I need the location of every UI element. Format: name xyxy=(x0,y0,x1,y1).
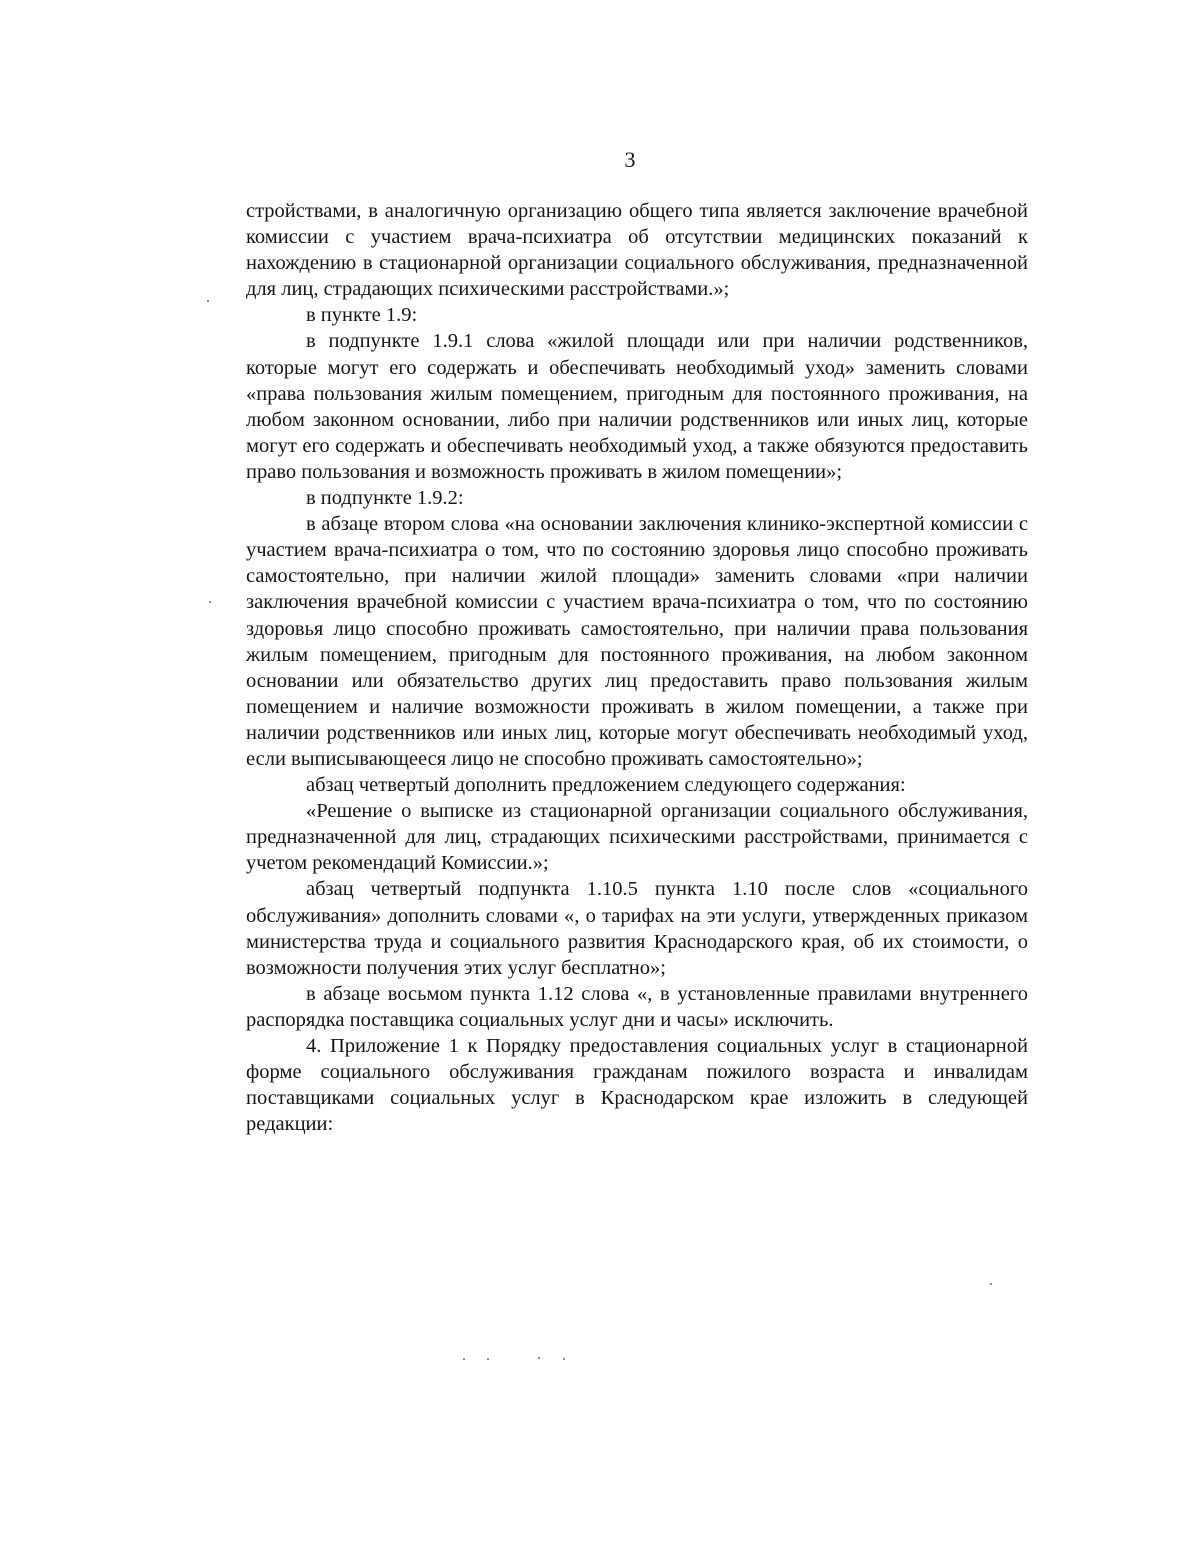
scan-speck xyxy=(990,1283,992,1285)
scan-speck xyxy=(487,1358,489,1360)
document-body xyxy=(246,198,1028,1137)
paragraph-quote-decision: «Решение о выписке из стационарной организации социального обслуживания, предназначенной для лиц, страдающих психическими расстройствами, принимается с учетом рекомендаций Комиссии.»; xyxy=(246,800,1028,875)
scan-speck xyxy=(209,601,211,603)
scan-speck xyxy=(463,1358,465,1360)
page-number: 3 xyxy=(624,147,636,172)
scan-speck xyxy=(538,1357,540,1359)
paragraph-item-1-9: в пункте 1.9: xyxy=(306,304,418,327)
scan-speck xyxy=(563,1358,565,1360)
paragraph-second-abzac: в абзаце втором слова «на основании заключения клинико-экспертной комиссии с участием врача-психиатра о том, что по состоянию здоровья лицо способно проживать самостоятельно, при наличии жилой площади» заменить словами «при наличии заключения врачебной комиссии с участием врача-психиатра о том, что по состоянию здоровья лицо способно проживать самостоятельно, при наличии права пользования жилым помещением, пригодным для постоянного проживания, на любом законном основании или обязательство других лиц предоставить право пользования жилым помещением и наличие возможности проживать в жилом помещении, а также при наличии родственников или иных лиц, которые могут обеспечивать необходимый уход, если выписывающееся лицо не способно проживать самостоятельно»; xyxy=(246,513,1028,770)
paragraph-subitem-1-9-2: в подпункте 1.9.2: xyxy=(306,487,464,510)
paragraph-subitem-1-9-1: в подпункте 1.9.1 слова «жилой площади или при наличии родственников, которые могут его содержать и обеспечивать необходимый уход» заменить словами «права пользования жилым помещением, пригодным для постоянного проживания, на любом законном основании, либо при наличии родственников или иных лиц, которые могут его содержать и обеспечивать необходимый уход, а также обязуются предоставить право пользования и возможность проживать в жилом помещении»; xyxy=(246,330,1028,483)
paragraph-subitem-1-10-5: абзац четвертый подпункта 1.10.5 пункта 1.10 после слов «социального обслуживания» дополнить словами «, о тарифах на эти услуги, утвержденных приказом министерства труда и социального развития Краснодарского края, об их стоимости, о возможности получения этих услуг бесплатно»; xyxy=(246,878,1028,979)
scan-speck xyxy=(207,300,209,302)
paragraph-item-1-12: в абзаце восьмом пункта 1.12 слова «, в установленные правилами внутреннего распорядка поставщика социальных услуг дни и часы» исключить. xyxy=(246,982,1028,1031)
paragraph-fourth-abzac: абзац четвертый дополнить предложением следующего содержания: xyxy=(306,774,906,797)
paragraph-continuation: стройствами, в аналогичную организацию общего типа является заключение врачебной комиссии с участием врача-психиатра об отсутствии медицинских показаний к нахождению в стационарной организации социального обслуживания, предназначенной для лиц, страдающих психическими расстройствами.»; xyxy=(246,200,1028,301)
paragraph-item-4-appendix: 4. Приложение 1 к Порядку предоставления социальных услуг в стационарной форме социального обслуживания гражданам пожилого возраста и инвалидам поставщиками социальных услуг в Краснодарском крае изложить в следующей редакции: xyxy=(246,1035,1028,1136)
